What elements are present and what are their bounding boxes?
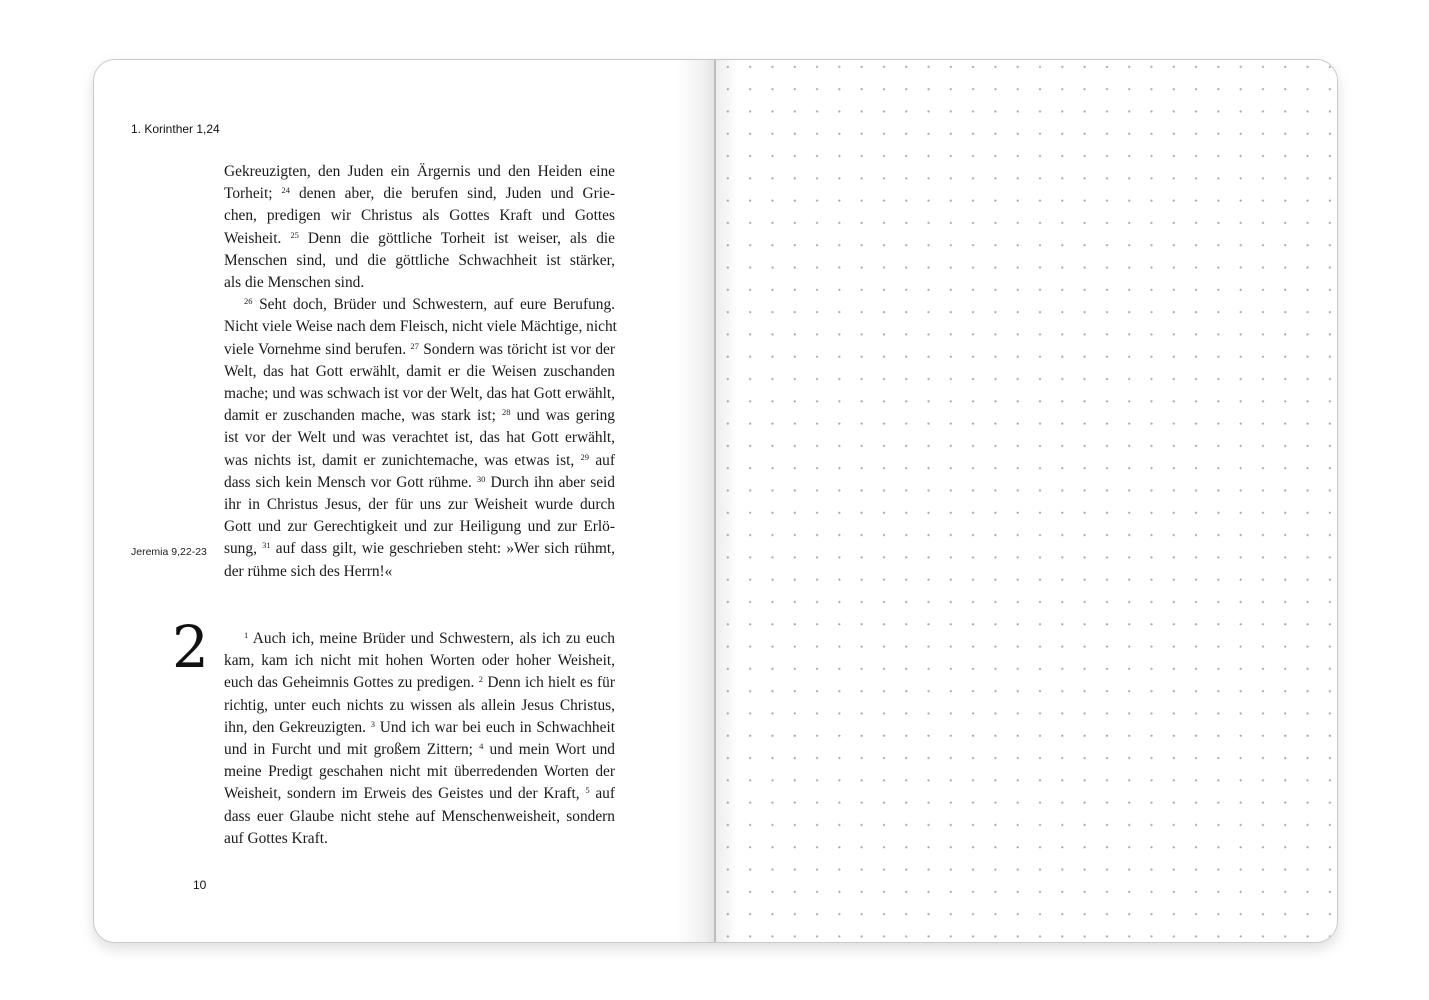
- text-line: der rühme sich des Herrn!«: [224, 562, 393, 580]
- text-segment: und mein Wort und: [483, 741, 616, 759]
- text-line: [224, 405, 615, 427]
- text-segment: viele Vornehme sind berufen.: [224, 340, 411, 358]
- text-line: [224, 717, 615, 739]
- verse-number: 27: [410, 340, 419, 351]
- verse-number: 5: [585, 785, 590, 796]
- text-segment: Durch ihn aber seid: [485, 473, 616, 491]
- verse-number: 25: [290, 229, 299, 240]
- text-segment: und in Furcht und mit großem Zittern;: [224, 741, 480, 759]
- chapter-2-text: [224, 628, 615, 850]
- running-head: 1. Korinther 1,24: [131, 122, 220, 136]
- text-line: als die Menschen sind.: [224, 274, 365, 292]
- page-number: 10: [193, 878, 207, 892]
- text-segment: Sondern was töricht ist vor der: [418, 340, 616, 358]
- verse-number: 28: [501, 407, 511, 418]
- text-line: Gott und zur Gerechtigkeit und zur Heiligung und zur Erlö-: [224, 518, 615, 536]
- dot-grid-page: [716, 60, 1337, 942]
- text-line: chen, predigen wir Christus als Gottes Kraft und Gottes: [224, 207, 615, 225]
- text-segment: auf: [589, 785, 615, 803]
- text-line: [224, 783, 615, 805]
- text-segment: dass sich kein Mensch vor Gott rühme.: [224, 473, 477, 491]
- text-segment: Torheit;: [224, 185, 282, 203]
- verse-number: 26: [244, 296, 253, 307]
- text-segment: und was gering: [510, 407, 615, 425]
- text-segment: Und ich war bei euch in Schwachheit: [374, 718, 616, 736]
- text-line: [224, 183, 615, 205]
- verse-number: 24: [281, 185, 290, 196]
- text-segment: Denn ich hielt es für: [483, 674, 615, 692]
- text-segment: denen aber, die berufen sind, Juden und Grie-: [289, 185, 615, 203]
- text-segment: Weisheit, sondern im Erweis des Geistes und der Kraft,: [224, 785, 586, 803]
- text-line: [224, 672, 615, 694]
- verse-number: 29: [580, 451, 590, 462]
- text-segment: Weisheit.: [224, 229, 291, 247]
- open-book: [93, 59, 1338, 943]
- text-line: meine Predigt geschahen nicht mit überredenden Worten der: [224, 763, 615, 781]
- text-line: auf Gottes Kraft.: [224, 829, 328, 847]
- text-line: dass euer Glaube nicht stehe auf Menschenweisheit, sondern: [224, 807, 615, 825]
- text-line: Welt, das hat Gott erwählt, damit er die Weisen zuschanden: [224, 362, 615, 380]
- text-segment: Seht doch, Brüder und Schwestern, auf eure Berufung.: [252, 296, 615, 314]
- text-segment: was nichts ist, damit er zunichtemache, was etwas ist,: [224, 451, 581, 469]
- text-line: ihr in Christus Jesus, der für uns zur Weisheit wurde durch: [224, 496, 615, 514]
- verse-number: 1: [244, 630, 249, 640]
- verse-number: 3: [370, 718, 375, 729]
- text-line: mache; und was schwach ist vor der Welt, das hat Gott erwählt,: [224, 385, 615, 403]
- verse-number: 30: [476, 473, 486, 484]
- left-page: [94, 60, 714, 942]
- text-segment: Denn die göttliche Torheit ist weiser, als die: [298, 229, 616, 247]
- text-segment: Auch ich, meine Brüder und Schwestern, als ich zu euch: [248, 630, 615, 647]
- text-line: [224, 450, 615, 472]
- text-line: [224, 228, 615, 250]
- text-segment: euch das Geheimnis Gottes zu predigen.: [224, 674, 479, 692]
- text-line: kam, kam ich nicht mit hohen Worten oder hoher Weisheit,: [224, 652, 615, 670]
- chapter-number: 2: [172, 613, 209, 681]
- verse-number: 4: [479, 741, 484, 752]
- chapter-1-text: [224, 161, 615, 583]
- text-line: [224, 339, 615, 361]
- text-line: ist vor der Welt und was verachtet ist, das hat Gott erwählt,: [224, 429, 615, 447]
- text-segment: auf dass gilt, wie geschrieben steht: »Wer sich rühmt,: [270, 540, 615, 558]
- text-line: [224, 472, 615, 494]
- text-segment: ihn, den Gekreuzigten.: [224, 718, 371, 736]
- text-line: [224, 628, 615, 650]
- text-segment: damit er zuschanden mache, was stark ist;: [224, 407, 502, 425]
- text-line: [224, 538, 615, 560]
- text-line: richtig, unter euch nichts zu wissen als allein Jesus Christus,: [224, 696, 615, 714]
- text-line: [224, 294, 615, 316]
- text-line: Gekreuzigten, den Juden ein Ärgernis und den Heiden eine: [224, 163, 615, 180]
- verse-number: 2: [478, 674, 483, 685]
- text-segment: auf: [589, 451, 616, 469]
- text-line: [224, 739, 615, 761]
- text-line: Menschen sind, und die göttliche Schwachheit ist stärker,: [224, 251, 615, 269]
- text-line: Nicht viele Weise nach dem Fleisch, nicht viele Mächtige, nicht: [224, 318, 617, 336]
- margin-cross-reference: Jeremia 9,22-23: [131, 546, 207, 558]
- verse-number: 31: [262, 540, 271, 551]
- text-segment: sung,: [224, 540, 263, 558]
